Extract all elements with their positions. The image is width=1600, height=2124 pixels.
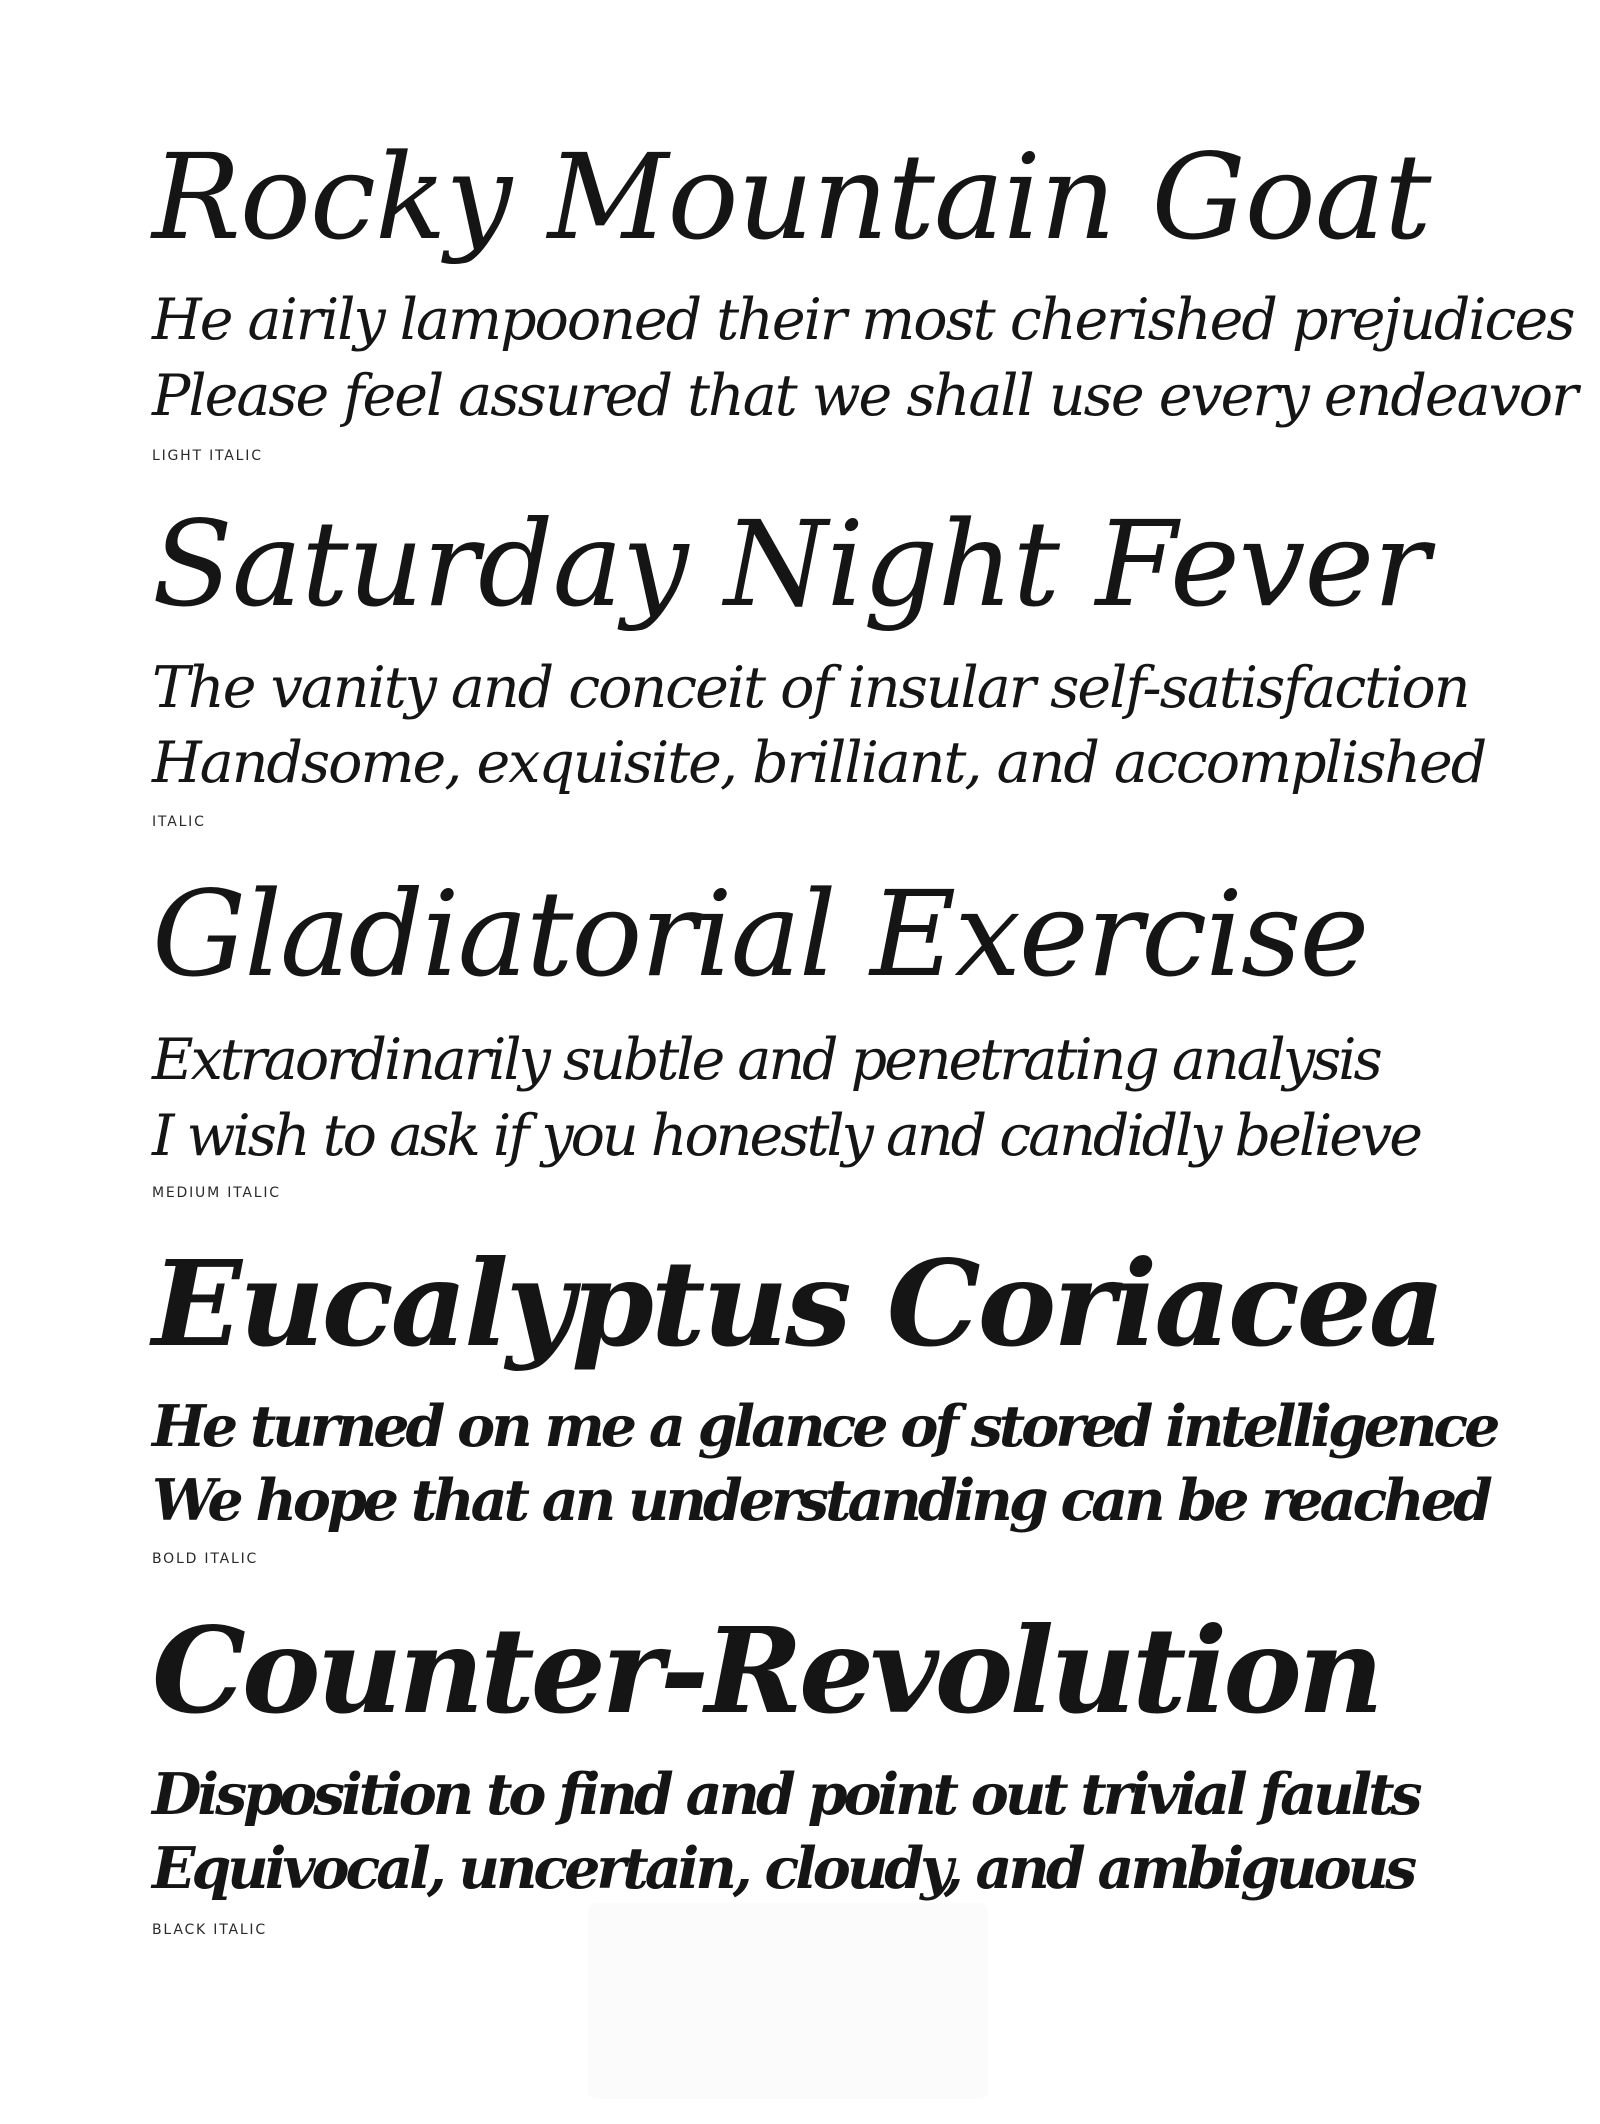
specimen-headline: Saturday Night Fever bbox=[152, 495, 1429, 633]
specimen-headline: Gladiatorial Exercise bbox=[152, 865, 1368, 1003]
specimen-sample-line: Please feel assured that we shall use every endeavor bbox=[152, 363, 1577, 429]
faint-background-panel bbox=[588, 1903, 988, 2099]
specimen-sample-line: Equivocal, uncertain, cloudy, and ambiguous bbox=[152, 1835, 1414, 1902]
weight-label: ITALIC bbox=[152, 814, 206, 830]
weight-label: MEDIUM ITALIC bbox=[152, 1185, 281, 1201]
specimen-sample-line: I wish to ask if you honestly and candidly believe bbox=[152, 1103, 1420, 1169]
specimen-sample-line: Extraordinarily subtle and penetrating analysis bbox=[152, 1027, 1380, 1093]
weight-label: BOLD ITALIC bbox=[152, 1551, 259, 1567]
specimen-sample-line: He airily lampooned their most cherished prejudices bbox=[152, 287, 1574, 353]
specimen-headline: Counter-Revolution bbox=[152, 1601, 1380, 1740]
weight-label: LIGHT ITALIC bbox=[152, 448, 263, 464]
specimen-sample-line: The vanity and conceit of insular self-satisfaction bbox=[152, 655, 1469, 721]
specimen-sample-line: He turned on me a glance of stored intelligence bbox=[152, 1393, 1497, 1460]
specimen-sample-line: Disposition to find and point out trivial faults bbox=[152, 1761, 1419, 1828]
specimen-sample-line: We hope that an understanding can be reached bbox=[152, 1467, 1489, 1534]
specimen-sample-line: Handsome, exquisite, brilliant, and accomplished bbox=[152, 730, 1486, 796]
specimen-headline: Rocky Mountain Goat bbox=[152, 128, 1431, 266]
weight-label: BLACK ITALIC bbox=[152, 1922, 267, 1938]
specimen-headline: Eucalyptus Coriacea bbox=[152, 1234, 1443, 1373]
